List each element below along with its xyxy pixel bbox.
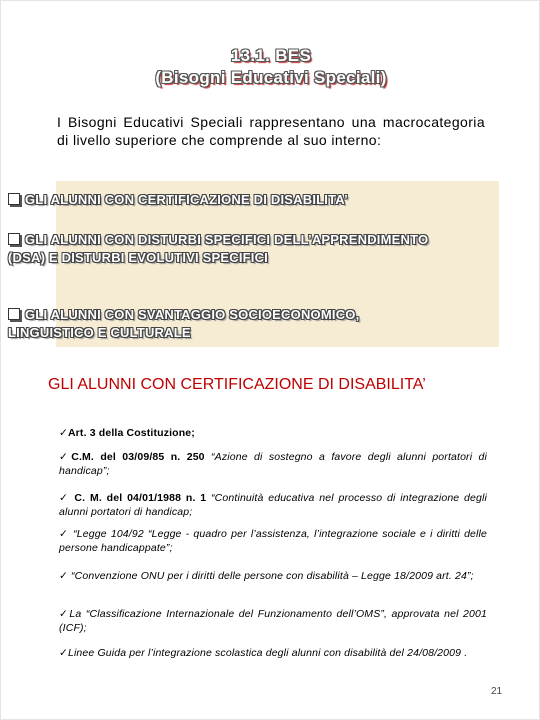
checkmark-icon: ✓	[59, 647, 68, 659]
reference-text: “Continuità educativa nel processo di integrazione degli alunni portatori di handicap;	[59, 492, 487, 518]
checkmark-icon: ✓	[59, 570, 68, 582]
intro-paragraph: I Bisogni Educativi Speciali rappresentano una macrocategoria di livello superiore che comprende al suo interno:	[57, 114, 485, 148]
reference-item	[59, 491, 487, 519]
reference-item	[59, 527, 487, 555]
reference-bold: C.M. del 03/09/85 n. 250	[71, 451, 205, 463]
reference-item	[59, 450, 487, 478]
checkmark-icon: ✓	[59, 451, 72, 463]
page-title: 13.1. BES	[230, 46, 312, 65]
checkmark-icon: ✓	[59, 427, 68, 439]
reference-text: Linee Guida per l’integrazione scolastica degli alunni con disabilità del 24/08/2009 .	[67, 647, 468, 659]
category-label: GLI ALUNNI CON DISTURBI SPECIFICI DELL’APPRENDIMENTO (DSA) E DISTURBI EVOLUTIVI SPECIFICI	[8, 232, 429, 265]
category-label: GLI ALUNNI CON SVANTAGGIO SOCIOECONOMICO, LINGUISTICO E CULTURALE	[8, 307, 360, 340]
section-heading: GLI ALUNNI CON CERTIFICAZIONE DI DISABILITA’	[48, 376, 426, 393]
reference-item	[59, 646, 487, 660]
checkbox-icon	[8, 193, 20, 205]
reference-item	[59, 569, 487, 583]
category-item-disability	[8, 191, 440, 209]
reference-item	[59, 607, 487, 635]
reference-text: “Convenzione ONU per i diritti delle persone con disabilità – Legge 18/2009 art. 24”;	[71, 570, 474, 582]
reference-bold: C. M. del 04/01/1988 n. 1	[74, 492, 207, 504]
checkbox-icon	[8, 233, 20, 245]
reference-bold: Art. 3 della Costituzione;	[67, 427, 195, 439]
checkmark-icon: ✓	[59, 528, 69, 540]
category-item-disadvantage	[8, 306, 440, 342]
checkmark-icon: ✓	[59, 492, 70, 504]
checkbox-icon	[8, 308, 20, 320]
page-number: 21	[491, 686, 503, 697]
reference-text: La “Classificazione Internazionale del Funzionamento dell’OMS”, approvata nel 2001 (ICF);	[59, 608, 487, 634]
checkmark-icon: ✓	[59, 608, 70, 620]
category-item-dsa	[8, 231, 440, 267]
category-label: GLI ALUNNI CON CERTIFICAZIONE DI DISABILITA’	[25, 192, 348, 207]
reference-text: “Legge 104/92 “Legge - quadro per l’assistenza, l’integrazione sociale e i diritti delle persone handicappate”;	[59, 528, 487, 554]
reference-item	[59, 426, 487, 440]
page-subtitle: (Bisogni Educativi Speciali)	[155, 68, 387, 87]
reference-text: “Azione di sostegno a favore degli alunni portatori di handicap”;	[59, 451, 488, 477]
